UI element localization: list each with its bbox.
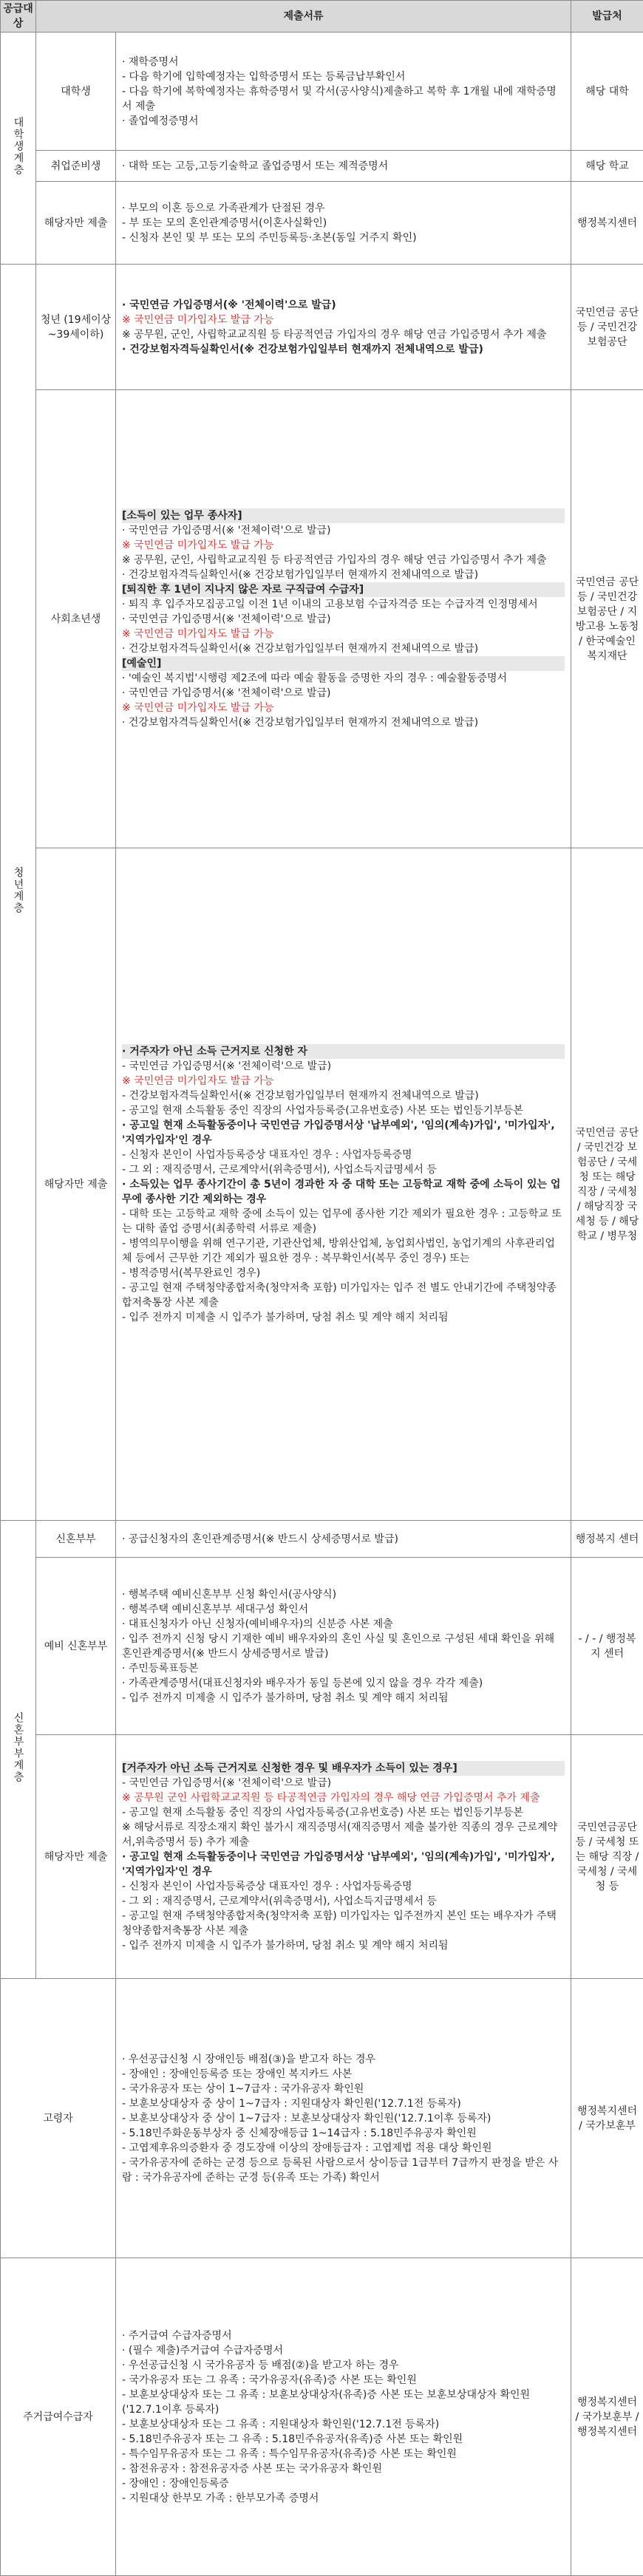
issuer-cell: 국민연금 공단 / 국민건강 보험공단 / 국세청 또는 해당 직장 / 국세청 / 해당직장 국세청 등 / 해당학교 / 병무청 — [571, 848, 643, 1521]
table-row — [1, 1521, 643, 1558]
table-row — [1, 182, 643, 265]
header-target: 공급대상 — [1, 1, 36, 33]
doc-cell: · 주거급여 수급자증명서 · (필수 제출)주거급여 수급자증명서 · 우선공급신청 시 국가유공자 등 배점(②)을 받고자 하는 경우 - 국가유공자 또는 그 유족 : 국가유공자(유족)증 사본 또는 확인원 - 보훈보상대상자 또는 그 유족 : 보훈보상대상자(유족)증 사본 또는 보훈보상대상자 확인원('12.7.1이후 등록자) - 보훈보상대상자 또는 그 유족 : 지원대상자 확인원('12.7.1전 등록자) - 5.18민주유공자 또는 그 유족 : 5.18민주유공자(유족)증 사본 또는 확인원 - 특수임무유공자 또는 그 유족 : 특수임무유공자(유족)증 사본 또는 확인원 - 참전유공자 : 참전유공자증 사본 또는 국가유공자 확인원 - 장애인 : 장애인등록증 - 지원대상 한부모 가족 : 한부모가족 증명서 — [116, 2258, 571, 2576]
doc-cell: [소득이 있는 업무 종사자] · 국민연금 가입증명서(※ '전체이력'으로 발급) ※ 국민연금 미가입자도 발급 가능 ※ 공무원, 군인, 사립학교교직원 등 타공적연금 가입자의 경우 해당 연금 가입증명서 추가 제출 · 건강보험자격득실확인서(※ 건강보험가입일부터 현재까지 전체내역으로 발급) [퇴직한 후 1년이 지나지 않은 자로 구직급여 수급자] · 퇴직 후 입주자모집공고일 이전 1년 이내의 고용보험 수급자격증 또는 수급자격 인정명세서 · 국민연금 가입증명서(※ '전체이력'으로 발급) ※ 국민연금 미가입자도 발급 가능 · 건강보험자격득실확인서(※ 건강보험가입일부터 현재까지 전체내역으로 발급) [예술인] · '예술인 복지법'시행령 제2조에 따라 예술 활동을 증명한 자의 경우 : 예술활동증명서 · 국민연금 가입증명서(※ '전체이력'으로 발급) ※ 국민연금 미가입자도 발급 가능 · 건강보험자격득실확인서(※ 건강보험가입일부터 현재까지 전체내역으로 발급) — [116, 390, 571, 848]
sub-label: 대학생 — [36, 33, 116, 151]
doc-cell: · 국민연금 가입증명서(※ '전체이력'으로 발급) ※ 국민연금 미가입자도 발급 가능 ※ 공무원, 군인, 사립학교교직원 등 타공적연금 가입자의 경우 해당 연금 가입증명서 추가 제출 · 건강보험자격득실확인서(※ 건강보험가입일부터 현재까지 전체내역으로 발급) — [116, 265, 571, 390]
issuer-cell: 해당 대학 — [571, 33, 643, 151]
issuer-cell: 국민연금공단 등 / 국세청 또는 해당 직장 / 국세청 / 국세청 등 — [571, 1735, 643, 1979]
doc-cell: · 대학 또는 고등,고등기술학교 졸업증명서 또는 제적증명서 — [116, 151, 571, 182]
doc-cell: · 우선공급신청 시 장애인등 배점(③)을 받고자 하는 경우 - 장애인 : 장애인등록증 또는 장애인 복지카드 사본 - 국가유공자 또는 상이 1~7급자 : 국가유공자 확인원 - 보훈보상대상자 중 상이 1~7급자 : 지원대상자 확인원('12.7.1전 등록자) - 보훈보상대상자 중 상이 1~7급자 : 보훈보상대상자 확인원('12.7.1이후 등록자) - 5.18민주화운동부상자 중 신체장애등급 1~14급자 : 5.18민주유공자 확인원 - 고엽제후유의증환자 중 경도장애 이상의 장애등급자 : 고엽제법 적용 대상 확인원 - 국가유공자에 준하는 군경 등으로 등록된 사람으로서 상이등급 1급부터 7급까지 판정을 받은 사람 : 국가유공자에 준하는 군경 등(유족 또는 가족) 확인서 — [116, 1979, 571, 2258]
table-row — [1, 151, 643, 182]
table-row — [1, 1979, 643, 2258]
doc-cell: · 행복주택 예비신혼부부 신청 확인서(공사양식) · 행복주택 예비신혼부부 세대구성 확인서 · 대표신청자가 아닌 신청자(예비배우자)의 신분증 사본 제출 · 입주 전까지 신청 당시 기재한 예비 배우자와의 혼인 사실 및 혼인으로 구성된 세대 확인을 위해 혼인관계증명서(※ 반드시 상세증명서로 발급) · 주민등록표등본 · 가족관계증명서(대표신청자와 배우자가 동일 등본에 있지 않을 경우 각각 제출) - 입주 전까지 미제출 시 입주가 불가하며, 당첨 취소 및 계약 해지 처리됨 — [116, 1558, 571, 1735]
doc-cell: [거주자가 아닌 소득 근거지로 신청한 경우 및 배우자가 소득이 있는 경우] - 국민연금 가입증명서(※ '전체이력'으로 발급) ※ 공무원 군인 사립학교교직원 등 타공적연금 가입자의 경우 해당 연금 가입증명서 추가 제출 - 공고일 현재 소득활동 중인 직장의 사업자등록증(고유번호증) 사본 또는 법인등기부등본 ※ 해당서류로 직장소재지 확인 불가시 재직증명서(재직증명서 제출 불가한 직종의 경우 근로계약서,위촉증명서 등) 추가 제출 · 공고일 현재 소득활동중이나 국민연금 가입증명서상 '납부예외', '임의(계속)가입', '미가입자', '지역가입자'인 경우 - 신청자 본인이 사업자등록증상 대표자인 경우 : 사업자등록증명 - 그 외 : 재직증명서, 근로계약서(위촉증명서), 사업소득지급명세서 등 - 공고일 현재 주택청약종합저축(청약저축 포함) 미가입자는 입주전까지 본인 또는 배우자가 주택청약종합저축통장 사본 제출 - 입주 전까지 미제출 시 입주가 불가하며, 당첨 취소 및 계약 해지 처리됨 — [116, 1735, 571, 1979]
issuer-cell: 해당 학교 — [571, 151, 643, 182]
group-label: 주거급여수급자 — [1, 2258, 116, 2576]
table-row — [1, 1558, 643, 1735]
issuer-cell: 국민연금 공단 등 / 국민건강 보험공단 — [571, 265, 643, 390]
header-issuer: 발급처 — [571, 1, 643, 33]
table-row — [1, 390, 643, 848]
sub-label: 예비 신혼부부 — [36, 1558, 116, 1735]
doc-cell: · 공급신청자의 혼인관계증명서(※ 반드시 상세증명서로 발급) — [116, 1521, 571, 1558]
sub-label: 사회초년생 — [36, 390, 116, 848]
issuer-cell: 행정복지센터 / 국가보훈부 — [571, 1979, 643, 2258]
group-label: 대학생계층 — [1, 33, 36, 265]
group-label: 신혼부부계층 — [1, 1521, 36, 1979]
table-row — [1, 848, 643, 1521]
sub-label: 청년 (19세이상~39세이하) — [36, 265, 116, 390]
issuer-cell: 행정복지 센터 — [571, 1521, 643, 1558]
sub-label: 해당자만 제출 — [36, 182, 116, 265]
sub-label: 해당자만 제출 — [36, 1735, 116, 1979]
doc-cell: · 부모의 이혼 등으로 가족관계가 단절된 경우 - 부 또는 모의 혼인관계증명서(이혼사실확인) - 신청자 본인 및 부 또는 모의 주민등록등·초본(동일 거주지 확인) — [116, 182, 571, 265]
doc-cell: · 거주자가 아닌 소득 근거지로 신청한 자 - 국민연금 가입증명서(※ '전체이력'으로 발급) ※ 국민연금 미가입자도 발급 가능 - 건강보험자격득실확인서(※ 건강보험가입일부터 현재까지 전체내역으로 발급) - 공고일 현재 소득활동 중인 직장의 사업자등록증(고유번호증) 사본 또는 법인등기부등본 · 공고일 현재 소득활동중이나 국민연금 가입증명서상 '납부예외', '임의(계속)가입', '미가입자', '지역가입자'인 경우 - 신청자 본인이 사업자등록증상 대표자인 경우 : 사업자등록증명 - 그 외 : 재직증명서, 근로계약서(위촉증명서), 사업소득지급명세서 등 · 소득있는 업무 종사기간이 총 5년이 경과한 자 중 대학 또는 고등학교 재학 중에 소득이 있는 업무에 종사한 기간 제외하는 경우 - 대학 또는 고등학교 재학 중에 소득이 있는 업무에 종사한 기간 제외가 필요한 경우 : 고등학교 또는 대학 졸업 증명서(최종학력 서류로 제출) - 병역의무이행을 위해 연구기관, 기관산업체, 방위산업체, 농업회사법인, 농업기계의 사후관리업체 등에서 근무한 기간 제외가 필요한 경우 : 복무확인서(복무 중인 경우) 또는 - 병적증명서(복무완료인 경우) - 공고일 현재 주택청약종합저축(청약저축 포함) 미가입자는 입주 전 별도 안내기간에 주택청약종합저축통장 사본 제출 - 입주 전까지 미제출 시 입주가 불가하며, 당첨 취소 및 계약 해지 처리됨 — [116, 848, 571, 1521]
group-label: 청년계층 — [1, 265, 36, 1521]
table-row — [1, 33, 643, 151]
issuer-cell: 행정복지센터 / 국가보훈부 / 행정복지센터 — [571, 2258, 643, 2576]
doc-cell: · 재학증명서 - 다음 학기에 입학예정자는 입학증명서 또는 등록금납부확인서 - 다음 학기에 복학예정자는 휴학증명서 및 각서(공사양식)제출하고 복학 후 1개월 내에 재학증명서 제출 · 졸업예정증명서 — [116, 33, 571, 151]
issuer-cell: 국민연금 공단 등 / 국민건강 보험공단 / 지방고용 노동청 / 한국예술인 복지재단 — [571, 390, 643, 848]
issuer-cell: - / - / 행정복지 센터 — [571, 1558, 643, 1735]
sub-label: 신혼부부 — [36, 1521, 116, 1558]
sub-label: 취업준비생 — [36, 151, 116, 182]
sub-label: 해당자만 제출 — [36, 848, 116, 1521]
table-header-row — [1, 1, 643, 33]
group-label: 고령자 — [1, 1979, 116, 2258]
table-row — [1, 2258, 643, 2576]
table-row — [1, 1735, 643, 1979]
table-row — [1, 265, 643, 390]
header-docs: 제출서류 — [36, 1, 571, 33]
issuer-cell: 행정복지센터 — [571, 182, 643, 265]
